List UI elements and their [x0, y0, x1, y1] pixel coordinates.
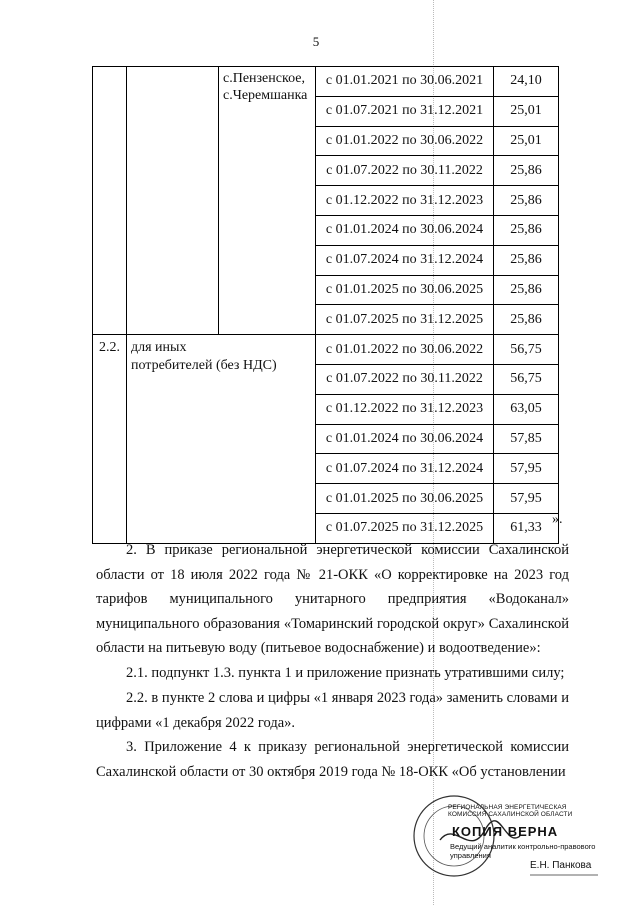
- tariff-value-cell: 25,86: [494, 305, 559, 335]
- location-cell: [219, 67, 316, 335]
- paragraph-3: 3. Приложение 4 к приказу региональной энергетической комиссии Сахалинской области от 30 октября 2019 года № 18-ОКК «Об установлении: [96, 739, 569, 780]
- consumer-line: потребителей (без НДС): [131, 358, 277, 374]
- tariff-value-cell: 25,01: [494, 96, 559, 126]
- table-row: [93, 335, 559, 365]
- consumer-line: для иных: [131, 340, 187, 356]
- stamp-department: Ведущий аналитик контрольно-правового управления: [450, 842, 596, 860]
- period-cell: с 01.01.2024 по 30.06.2024: [316, 215, 494, 245]
- tariff-value-cell: 56,75: [494, 364, 559, 394]
- paragraph-2: 2. В приказе региональной энергетической комиссии Сахалинской области от 18 июля 2022 года № 21-ОКК «О корректировке на 2023 год тарифов муниципального унитарного предприятия «Водоканал» муниципального образования «Томаринский городской округ» Сахалинской области на питьевую воду (питьевое водоснабжение) и водоотведение»:: [96, 542, 569, 656]
- period-cell: с 01.01.2025 по 30.06.2025: [316, 484, 494, 514]
- tariff-value-cell: 25,86: [494, 245, 559, 275]
- period-cell: с 01.01.2022 по 30.06.2022: [316, 126, 494, 156]
- closing-quote: ».: [552, 512, 563, 527]
- tariff-value-cell: 63,05: [494, 394, 559, 424]
- row-number-cell: [93, 67, 127, 335]
- period-cell: с 01.12.2022 по 31.12.2023: [316, 186, 494, 216]
- certification-stamp: [410, 778, 600, 890]
- row-number-cell: 2.2.: [93, 335, 127, 544]
- period-cell: с 01.07.2025 по 31.12.2025: [316, 305, 494, 335]
- period-cell: с 01.07.2021 по 31.12.2021: [316, 96, 494, 126]
- period-cell: с 01.01.2022 по 30.06.2022: [316, 335, 494, 365]
- period-cell: с 01.07.2022 по 30.11.2022: [316, 364, 494, 394]
- period-cell: с 01.01.2025 по 30.06.2025: [316, 275, 494, 305]
- tariff-value-cell: 57,85: [494, 424, 559, 454]
- stamp-org: РЕГИОНАЛЬНАЯ ЭНЕРГЕТИЧЕСКАЯ КОМИССИЯ САХАЛИНСКОЙ ОБЛАСТИ: [448, 804, 573, 818]
- tariff-value-cell: 57,95: [494, 484, 559, 514]
- period-cell: с 01.07.2024 по 31.12.2024: [316, 454, 494, 484]
- paragraph-2-2: 2.2. в пункте 2 слова и цифры «1 января 2023 года» заменить словами и цифрами «1 декабря 2022 года».: [96, 690, 569, 731]
- tariff-value-cell: 24,10: [494, 67, 559, 97]
- table-row: [93, 67, 559, 97]
- tariff-value-cell: 57,95: [494, 454, 559, 484]
- period-cell: с 01.12.2022 по 31.12.2023: [316, 394, 494, 424]
- period-cell: с 01.07.2024 по 31.12.2024: [316, 245, 494, 275]
- location-line: с.Черемшанка: [223, 88, 308, 103]
- period-cell: с 01.01.2021 по 30.06.2021: [316, 67, 494, 97]
- consumer-cell: [127, 335, 316, 544]
- consumer-cell: [127, 67, 219, 335]
- tariff-value-cell: 25,86: [494, 186, 559, 216]
- tariff-value-cell: 56,75: [494, 335, 559, 365]
- tariff-value-cell: 25,86: [494, 215, 559, 245]
- tariff-value-cell: 61,33: [494, 513, 559, 543]
- tariff-value-cell: 25,86: [494, 275, 559, 305]
- location-line: с.Пензенское,: [223, 71, 305, 86]
- tariff-table: [92, 66, 559, 544]
- period-cell: с 01.07.2025 по 31.12.2025: [316, 513, 494, 543]
- stamp-signer-name: Е.Н. Панкова: [530, 860, 592, 871]
- tariff-value-cell: 25,01: [494, 126, 559, 156]
- page-number: 5: [312, 34, 320, 49]
- stamp-title: КОПИЯ ВЕРНА: [452, 824, 559, 839]
- tariff-value-cell: 25,86: [494, 156, 559, 186]
- paragraph-2-1: 2.1. подпункт 1.3. пункта 1 и приложение признать утратившими силу;: [126, 665, 565, 681]
- period-cell: с 01.07.2022 по 30.11.2022: [316, 156, 494, 186]
- period-cell: с 01.01.2024 по 30.06.2024: [316, 424, 494, 454]
